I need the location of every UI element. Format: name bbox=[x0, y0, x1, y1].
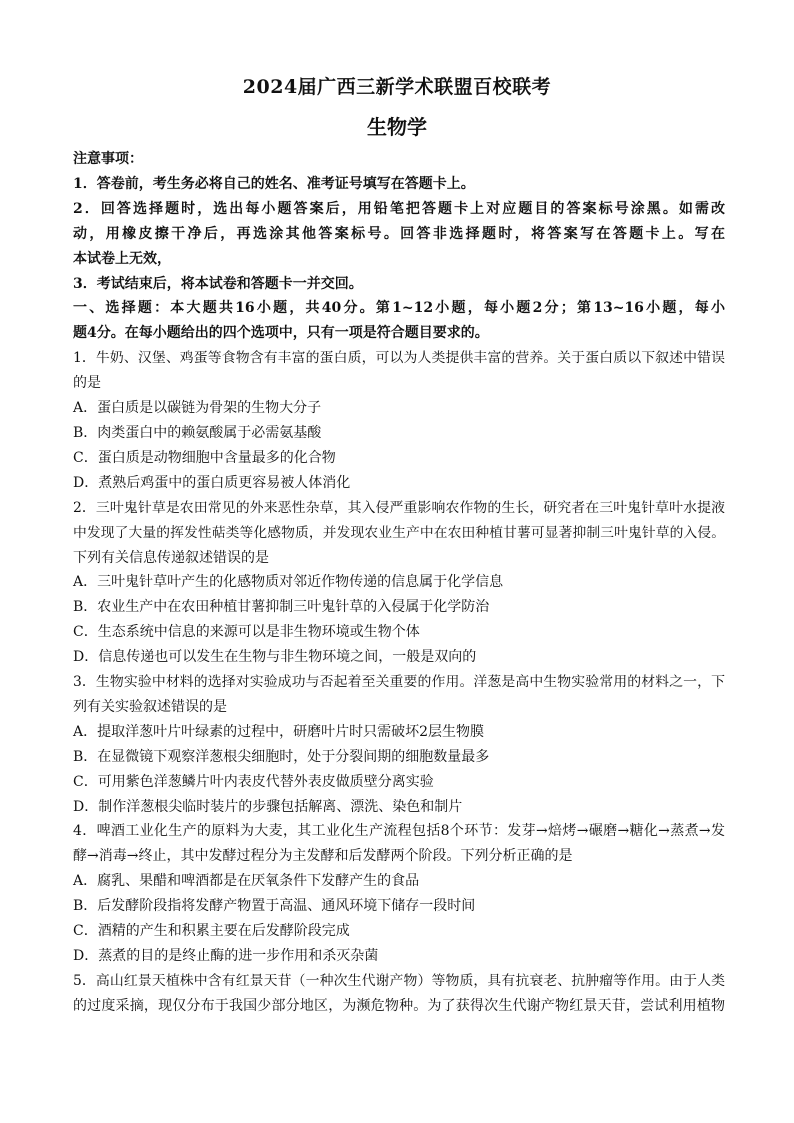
question-stem: 5．高山红景天植株中含有红景天苷（一种次生代谢产物）等物质，具有抗衰老、抗肿瘤等作用。由于人类 bbox=[73, 972, 725, 989]
option-d: D．制作洋葱根尖临时装片的步骤包括解离、漂洗、染色和制片 bbox=[73, 798, 463, 815]
exam-body bbox=[73, 147, 725, 1019]
option-c: C．可用紫色洋葱鳞片叶内表皮代替外表皮做质壁分离实验 bbox=[73, 773, 434, 790]
question-4 bbox=[73, 819, 725, 968]
option-b: B．后发酵阶段指将发酵产物置于高温、通风环境下储存一段时间 bbox=[73, 898, 476, 915]
option-d: D．煮熟后鸡蛋中的蛋白质更容易被人体消化 bbox=[73, 474, 351, 491]
notice-item: 3．考试结束后，将本试卷和答题卡一并交回。 bbox=[73, 275, 363, 292]
section-heading: 题4分。在每小题给出的四个选项中，只有一项是符合题目要求的。 bbox=[73, 325, 489, 342]
option-a: A．提取洋葱叶片叶绿素的过程中，研磨叶片时只需破坏2层生物膜 bbox=[73, 723, 485, 740]
question-stem: 2．三叶鬼针草是农田常见的外来恶性杂草，其入侵严重影响农作物的生长，研究者在三叶鬼针草叶水提液 bbox=[73, 499, 725, 516]
section-heading: 一、选择题：本大题共16小题，共40分。第1~12小题，每小题2分；第13~16小题，每小 bbox=[73, 300, 725, 317]
notice-item: 本试卷上无效， bbox=[73, 250, 171, 267]
option-b: B．在显微镜下观察洋葱根尖细胞时，处于分裂间期的细胞数量最多 bbox=[73, 748, 490, 765]
option-a: A．蛋白质是以碳链为骨架的生物大分子 bbox=[73, 400, 322, 417]
question-stem: 4．啤酒工业化生产的原料为大麦，其工业化生产流程包括8个环节：发芽→焙烤→碾磨→糖化→蒸煮→发 bbox=[73, 823, 725, 840]
question-stem: 酵→消毒→终止，其中发酵过程分为主发酵和后发酵两个阶段。下列分析正确的是 bbox=[73, 848, 573, 865]
question-stem: 3．生物实验中材料的选择对实验成功与否起着至关重要的作用。洋葱是高中生物实验常用的材料之一，下 bbox=[73, 674, 725, 691]
notice-heading: 注意事项： bbox=[73, 151, 143, 167]
question-stem: 的过度采摘，现仅分布于我国少部分地区，为濒危物种。为了获得次生代谢产物红景天苷，尝试利用植物 bbox=[73, 997, 725, 1014]
question-1 bbox=[73, 346, 725, 495]
option-d: D．蒸煮的目的是终止酶的进一步作用和杀灭杂菌 bbox=[73, 948, 379, 964]
option-c: C．酒精的产生和积累主要在后发酵阶段完成 bbox=[73, 923, 350, 940]
question-stem: 列有关实验叙述错误的是 bbox=[73, 698, 227, 715]
option-b: B．肉类蛋白中的赖氨酸属于必需氨基酸 bbox=[73, 424, 322, 441]
exam-title: 2024届广西三新学术联盟百校联考 bbox=[242, 76, 552, 98]
option-d: D．信息传递也可以发生在生物与非生物环境之间，一般是双向的 bbox=[73, 649, 477, 666]
option-c: C．蛋白质是动物细胞中含量最多的化合物 bbox=[73, 449, 336, 466]
question-stem: 1．牛奶、汉堡、鸡蛋等食物含有丰富的蛋白质，可以为人类提供丰富的营养。关于蛋白质以下叙述中错误 bbox=[73, 350, 725, 367]
option-b: B．农业生产中在农田种植甘薯抑制三叶鬼针草的入侵属于化学防治 bbox=[73, 599, 490, 616]
option-c: C．生态系统中信息的来源可以是非生物环境或生物个体 bbox=[73, 624, 420, 641]
option-a: A．腐乳、果醋和啤酒都是在厌氧条件下发酵产生的食品 bbox=[73, 873, 420, 890]
question-5 bbox=[73, 969, 725, 1019]
question-stem: 下列有关信息传递叙述错误的是 bbox=[73, 549, 269, 566]
option-a: A．三叶鬼针草叶产生的化感物质对邻近作物传递的信息属于化学信息 bbox=[73, 574, 504, 591]
question-2 bbox=[73, 496, 725, 670]
subject-title: 生物学 bbox=[367, 115, 427, 139]
question-stem: 的是 bbox=[73, 375, 101, 392]
notice-item: 1．答卷前，考生务必将自己的姓名、准考证号填写在答题卡上。 bbox=[73, 175, 475, 192]
question-stem: 中发现了大量的挥发性萜类等化感物质，并发现农业生产中在农田种植甘薯可显著抑制三叶鬼针草的入侵。 bbox=[73, 524, 725, 541]
notice-item: 2．回答选择题时，选出每小题答案后，用铅笔把答题卡上对应题目的答案标号涂黑。如需改 bbox=[73, 200, 725, 217]
question-3 bbox=[73, 670, 725, 819]
notice-item: 动，用橡皮擦干净后，再选涂其他答案标号。回答非选择题时，将答案写在答题卡上。写在 bbox=[73, 225, 725, 242]
